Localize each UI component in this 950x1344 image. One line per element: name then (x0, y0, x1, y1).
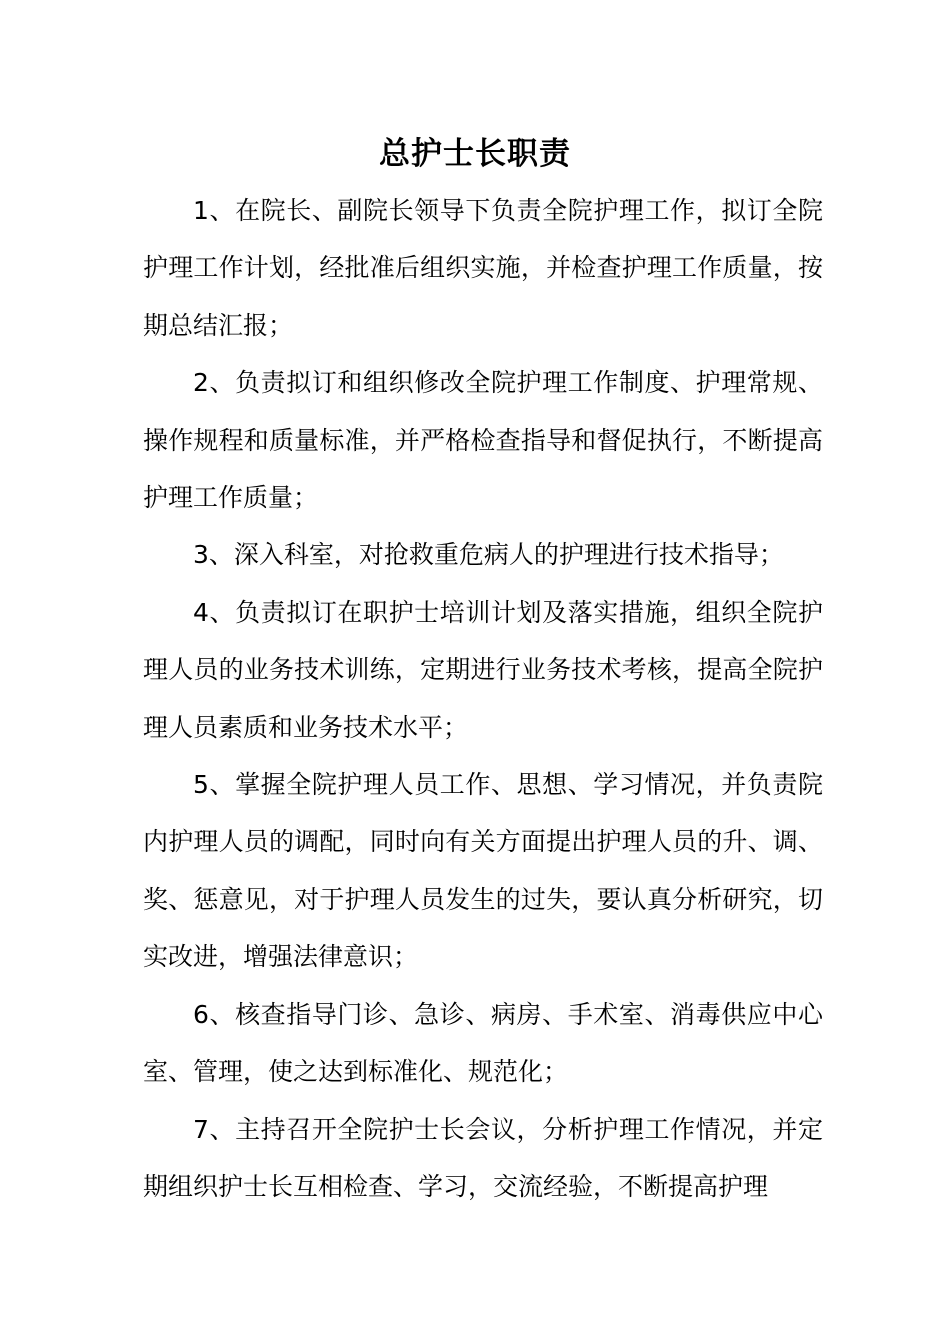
duty-item-2: 2、负责拟订和组织修改全院护理工作制度、护理常规、操作规程和质量标准，并严格检查指导和督促执行，不断提高护理工作质量； (143, 368, 823, 513)
duty-item-1: 1、在院长、副院长领导下负责全院护理工作，拟订全院护理工作计划，经批准后组织实施，并检查护理工作质量，按期总结汇报； (143, 196, 823, 340)
duty-item-5: 5、掌握全院护理人员工作、思想、学习情况，并负责院内护理人员的调配，同时向有关方面提出护理人员的升、调、奖、惩意见，对于护理人员发生的过失，要认真分析研究，切实改进，增强法律意识； (143, 770, 823, 972)
duty-item-3: 3、深入科室，对抢救重危病人的护理进行技术指导； (193, 540, 784, 570)
duty-item-7: 7、主持召开全院护士长会议，分析护理工作情况，并定期组织护士长互相检查、学习，交流经验，不断提高护理 (143, 1114, 823, 1201)
duty-item-4: 4、负责拟订在职护士培训计划及落实措施，组织全院护理人员的业务技术训练，定期进行业务技术考核，提高全院护理人员素质和业务技术水平； (143, 597, 823, 742)
document-body (143, 182, 823, 1215)
document-title: 总护士长职责 (379, 135, 571, 172)
duty-item-6: 6、核查指导门诊、急诊、病房、手术室、消毒供应中心室、管理，使之达到标准化、规范化； (143, 999, 823, 1087)
